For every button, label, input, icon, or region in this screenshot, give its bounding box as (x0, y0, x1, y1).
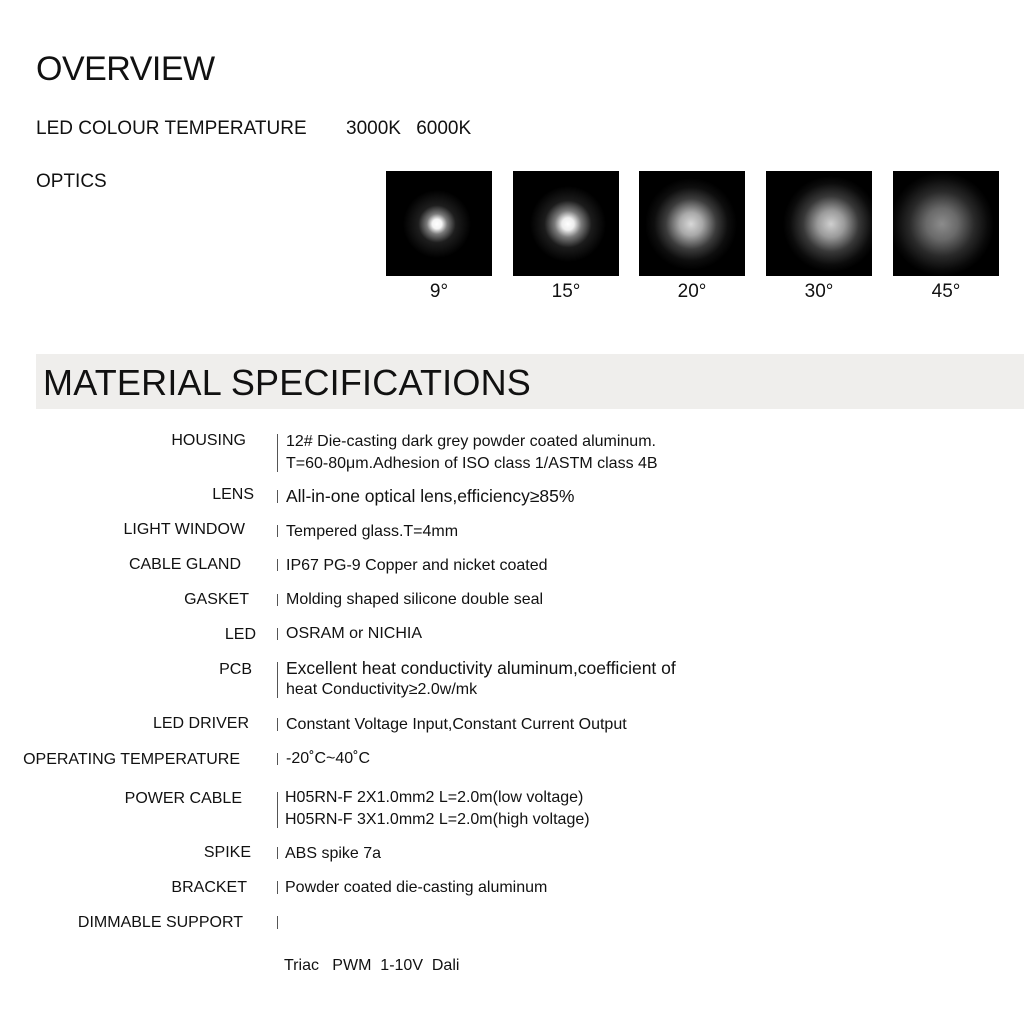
spec-value-pcb: Excellent heat conductivity aluminum,coefficient of heat Conductivity≥2.0w/mk (286, 658, 676, 698)
spec-value-gasket: Molding shaped silicone double seal (286, 591, 544, 608)
spec-value-cable-gland: IP67 PG-9 Copper and nicket coated (286, 557, 548, 574)
spec-label-light-window: LIGHT WINDOW (123, 521, 245, 538)
cct-value-3000k: 3000K (346, 118, 401, 139)
spec-divider (277, 628, 278, 640)
spec-divider (277, 847, 278, 859)
spec-value-led: OSRAM or NICHIA (286, 625, 423, 642)
beam-angle-45: 45° (931, 281, 961, 302)
spec-value-dimmable-support: Triac PWM 1-10V Dali (284, 957, 460, 974)
spec-divider (277, 434, 278, 472)
spec-value-led-driver: Constant Voltage Input,Constant Current Output (286, 716, 627, 733)
beam-angle-9: 9° (429, 281, 449, 302)
overview-title: OVERVIEW (36, 50, 215, 88)
spec-label-housing: HOUSING (171, 432, 246, 449)
colour-temperature-values (346, 118, 481, 140)
beam-angle-20: 20° (677, 281, 707, 302)
spec-divider (277, 792, 278, 828)
spec-divider (277, 525, 278, 537)
spec-label-dimmable-support: DIMMABLE SUPPORT (77, 914, 243, 931)
spec-divider (277, 490, 278, 503)
spec-divider (277, 753, 278, 765)
spec-value-light-window: Tempered glass.T=4mm (286, 523, 459, 540)
spec-divider (277, 916, 278, 929)
spec-value-lens: All-in-one optical lens,efficiency≥85% (286, 486, 575, 506)
beam-angle-30: 30° (804, 281, 834, 302)
spec-label-led-driver: LED DRIVER (152, 715, 249, 732)
spec-divider (277, 662, 278, 698)
cct-value-6000k: 6000K (416, 118, 472, 139)
spec-label-spike: SPIKE (203, 844, 251, 861)
beam-15-image (513, 171, 619, 276)
beam-30-image (766, 171, 872, 276)
spec-divider (277, 881, 278, 894)
spec-label-lens: LENS (212, 486, 254, 503)
colour-temperature-label: LED COLOUR TEMPERATURE (36, 118, 307, 139)
spec-label-power-cable: POWER CABLE (124, 790, 242, 807)
spec-value-spike: ABS spike 7a (285, 845, 382, 862)
spec-label-led: LED (224, 626, 256, 643)
beam-20-image (639, 171, 745, 276)
spec-value-operating-temperature: -20˚C~40˚C (286, 750, 371, 767)
spec-label-cable-gland: CABLE GLAND (128, 556, 241, 573)
spec-value-bracket: Powder coated die-casting aluminum (285, 879, 548, 896)
spec-label-bracket: BRACKET (171, 879, 247, 896)
beam-45-image (893, 171, 999, 276)
spec-divider (277, 594, 278, 606)
spec-label-gasket: GASKET (184, 591, 249, 608)
spec-value-power-cable: H05RN-F 2X1.0mm2 L=2.0m(low voltage) H05RN-F 3X1.0mm2 L=2.0m(high voltage) (285, 789, 590, 828)
material-specifications-title: MATERIAL SPECIFICATIONS (43, 362, 531, 403)
spec-label-operating-temperature: OPERATING TEMPERATURE (23, 751, 240, 768)
spec-value-housing: 12# Die-casting dark grey powder coated aluminum. T=60-80μm.Adhesion of ISO class 1/ASTM class 4B (286, 433, 658, 472)
optics-label: OPTICS (36, 171, 107, 192)
spec-label-pcb: PCB (219, 661, 252, 678)
spec-divider (277, 559, 278, 571)
beam-angle-15: 15° (551, 281, 581, 302)
beam-9-image (386, 171, 492, 276)
material-specifications-header (36, 354, 1024, 409)
spec-divider (277, 718, 278, 731)
